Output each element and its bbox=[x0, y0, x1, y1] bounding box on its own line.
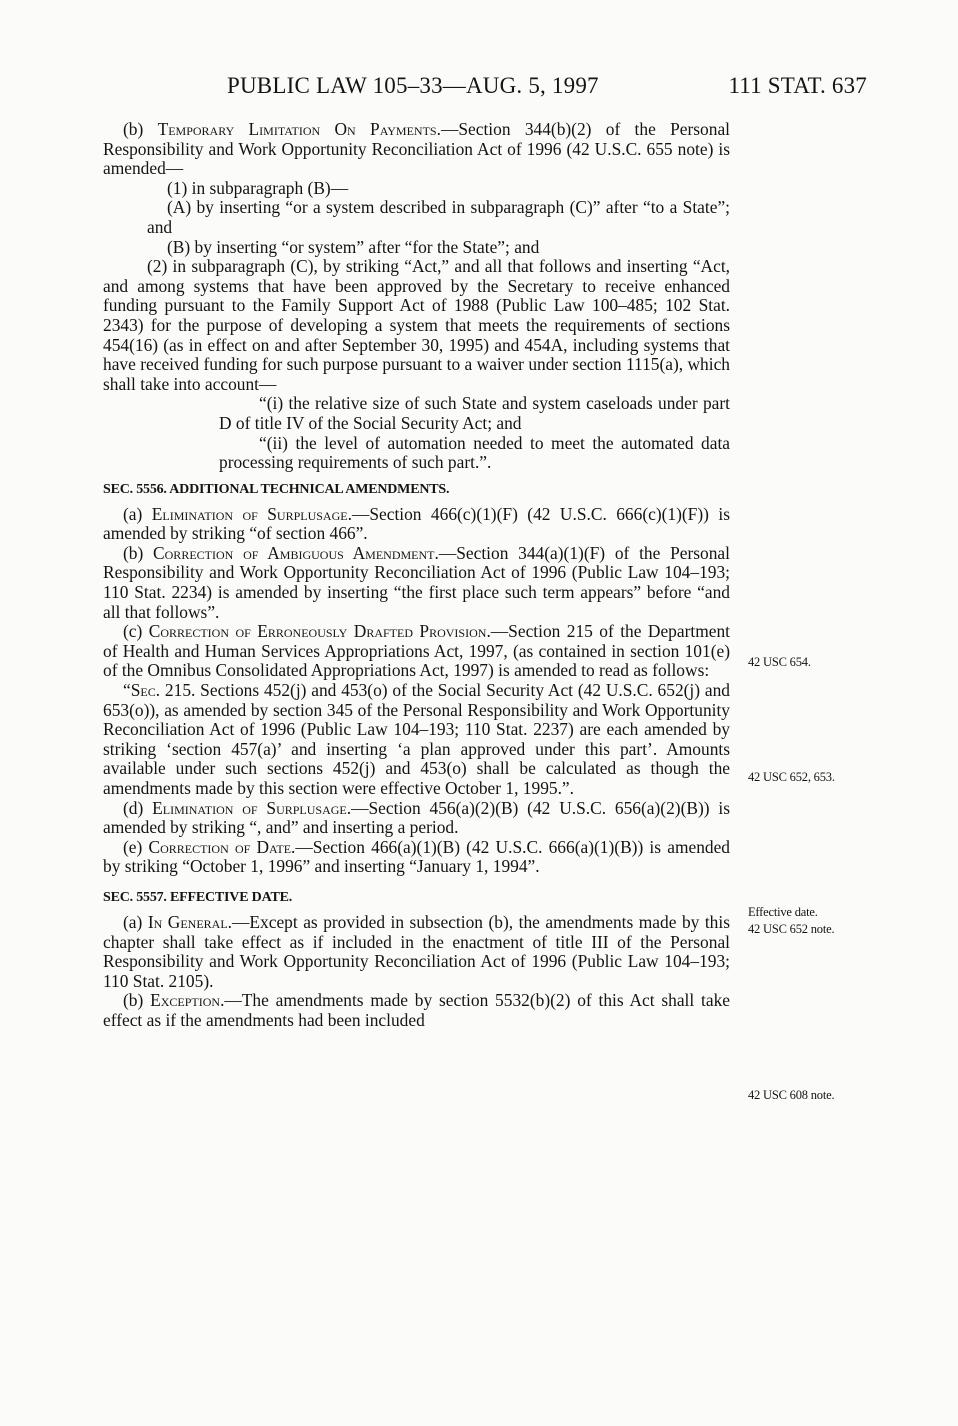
paragraph-b-correction-ambiguous: (b) Correction of Ambiguous Amendment.—Section 344(a)(1)(F) of the Personal Responsibility and Work Opportunity Reconciliation Act of 1996 (Public Law 104–193; 110 Stat. 2234) is amended by inserting “the first place such term appears” before “and all that follows”. bbox=[103, 542, 730, 622]
heading-correction-erroneous: Correction of Erroneously Drafted Provision bbox=[148, 621, 487, 642]
heading-temporary-limitation: Temporary Limitation On Payments bbox=[157, 119, 437, 139]
item-2-i: “(i) the relative size of such State and system caseloads under part D of title IV of the Social Security Act; and bbox=[219, 393, 730, 433]
section-5557-heading: SEC. 5557. EFFECTIVE DATE. bbox=[103, 889, 293, 905]
paragraph-e-correction-date: (e) Correction of Date.—Section 466(a)(1)(B) (42 U.S.C. 666(a)(1)(B)) is amended by striking “October 1, 1996” and inserting “January 1, 1994”. bbox=[103, 836, 730, 877]
heading-exception: Exception bbox=[150, 990, 221, 1011]
margin-note-effective-date: Effective date. bbox=[748, 905, 818, 919]
item-1: (1) in subparagraph (B)— bbox=[167, 177, 349, 198]
heading-in-general: In General bbox=[147, 911, 228, 932]
body-text bbox=[103, 120, 730, 1031]
heading-elimination-of-surplusage-2: Elimination of Surplusage bbox=[152, 797, 347, 818]
header-stat-page: 111 STAT. 637 bbox=[728, 73, 867, 98]
paragraph-a-in-general: (a) In General.—Except as provided in subsection (b), the amendments made by this chapter shall take effect as if included in the enactment of title III of the Personal Responsibility and Work Opportunity Reconciliation Act of 1996 (Public Law 104–193; 110 Stat. 2105). bbox=[103, 911, 730, 991]
margin-note-42-usc-654: 42 USC 654. bbox=[748, 655, 811, 669]
item-2-ii: “(ii) the level of automation needed to meet the automated data processing requirements of such part.”. bbox=[219, 432, 730, 473]
heading-correction-ambiguous: Correction of Ambiguous Amendment bbox=[153, 542, 435, 563]
paragraph-d-elimination: (d) Elimination of Surplusage.—Section 456(a)(2)(B) (42 U.S.C. 656(a)(2)(B)) is amended by striking “, and” and inserting a period. bbox=[103, 797, 730, 838]
paragraph-b-temporary-limitation: (b) Temporary Limitation On Payments.—Section 344(b)(2) of the Personal Responsibility and Work Opportunity Reconciliation Act of 1996 (42 U.S.C. 655 note) is amended— bbox=[103, 119, 730, 179]
margin-note-42-usc-652-note: 42 USC 652 note. bbox=[748, 922, 835, 936]
heading-elimination-of-surplusage: Elimination of Surplusage bbox=[151, 503, 348, 524]
paragraph-c-correction-erroneous: (c) Correction of Erroneously Drafted Provision.—Section 215 of the Department of Health and Human Services Appropriations Act, 1997, (as contained in section 101(e) of the Omnibus Consolidated Appropriations Act, 1997) is amended to read as follows: bbox=[103, 621, 730, 681]
margin-note-42-usc-652-653: 42 USC 652, 653. bbox=[748, 770, 835, 784]
margin-note-42-usc-608-note: 42 USC 608 note. bbox=[748, 1088, 835, 1102]
paragraph-b-exception: (b) Exception.—The amendments made by section 5532(b)(2) of this Act shall take effect as if the amendments had been included bbox=[103, 990, 730, 1030]
paragraph-a-elimination: (a) Elimination of Surplusage.—Section 466(c)(1)(F) (42 U.S.C. 666(c)(1)(F)) is amended by striking “of section 466”. bbox=[103, 503, 730, 544]
section-5556-heading: SEC. 5556. ADDITIONAL TECHNICAL AMENDMENTS. bbox=[103, 481, 450, 497]
item-2: (2) in subparagraph (C), by striking “Act,” and all that follows and inserting “Act, and among systems that have been approved by the Secretary to receive enhanced funding pursuant to the Family Support Act of 1988 (Public Law 100–485; 102 Stat. 2343) for the purpose of developing a system that meets the requirements of sections 454(16) (as in effect on and after September 30, 1995) and 454A, including systems that have received funding for such purpose pursuant to a waiver under section 1115(a), which shall take into account— bbox=[103, 256, 730, 394]
item-1-A: (A) by inserting “or a system described in subparagraph (C)” after “to a State”; and bbox=[147, 197, 730, 237]
paragraph-c-quoted-sec-215: “Sec. 215. Sections 452(j) and 453(o) of the Social Security Act (42 U.S.C. 652(j) and 653(o)), as amended by section 345 of the Personal Responsibility and Work Opportunity Reconciliation Act of 1996 (Public Law 104–193; 110 Stat. 2237) are each amended by striking ‘section 457(a)’ and inserting ‘a plan approved under this part’. Amounts available under such sections 452(j) and 453(o) shall be calculated as though the amendments made by this section were effective October 1, 1995.”. bbox=[103, 680, 730, 798]
header-title: PUBLIC LAW 105–33—AUG. 5, 1997 bbox=[227, 73, 599, 98]
heading-correction-of-date: Correction of Date bbox=[148, 836, 292, 857]
item-1-B: (B) by inserting “or system” after “for the State”; and bbox=[167, 236, 540, 257]
